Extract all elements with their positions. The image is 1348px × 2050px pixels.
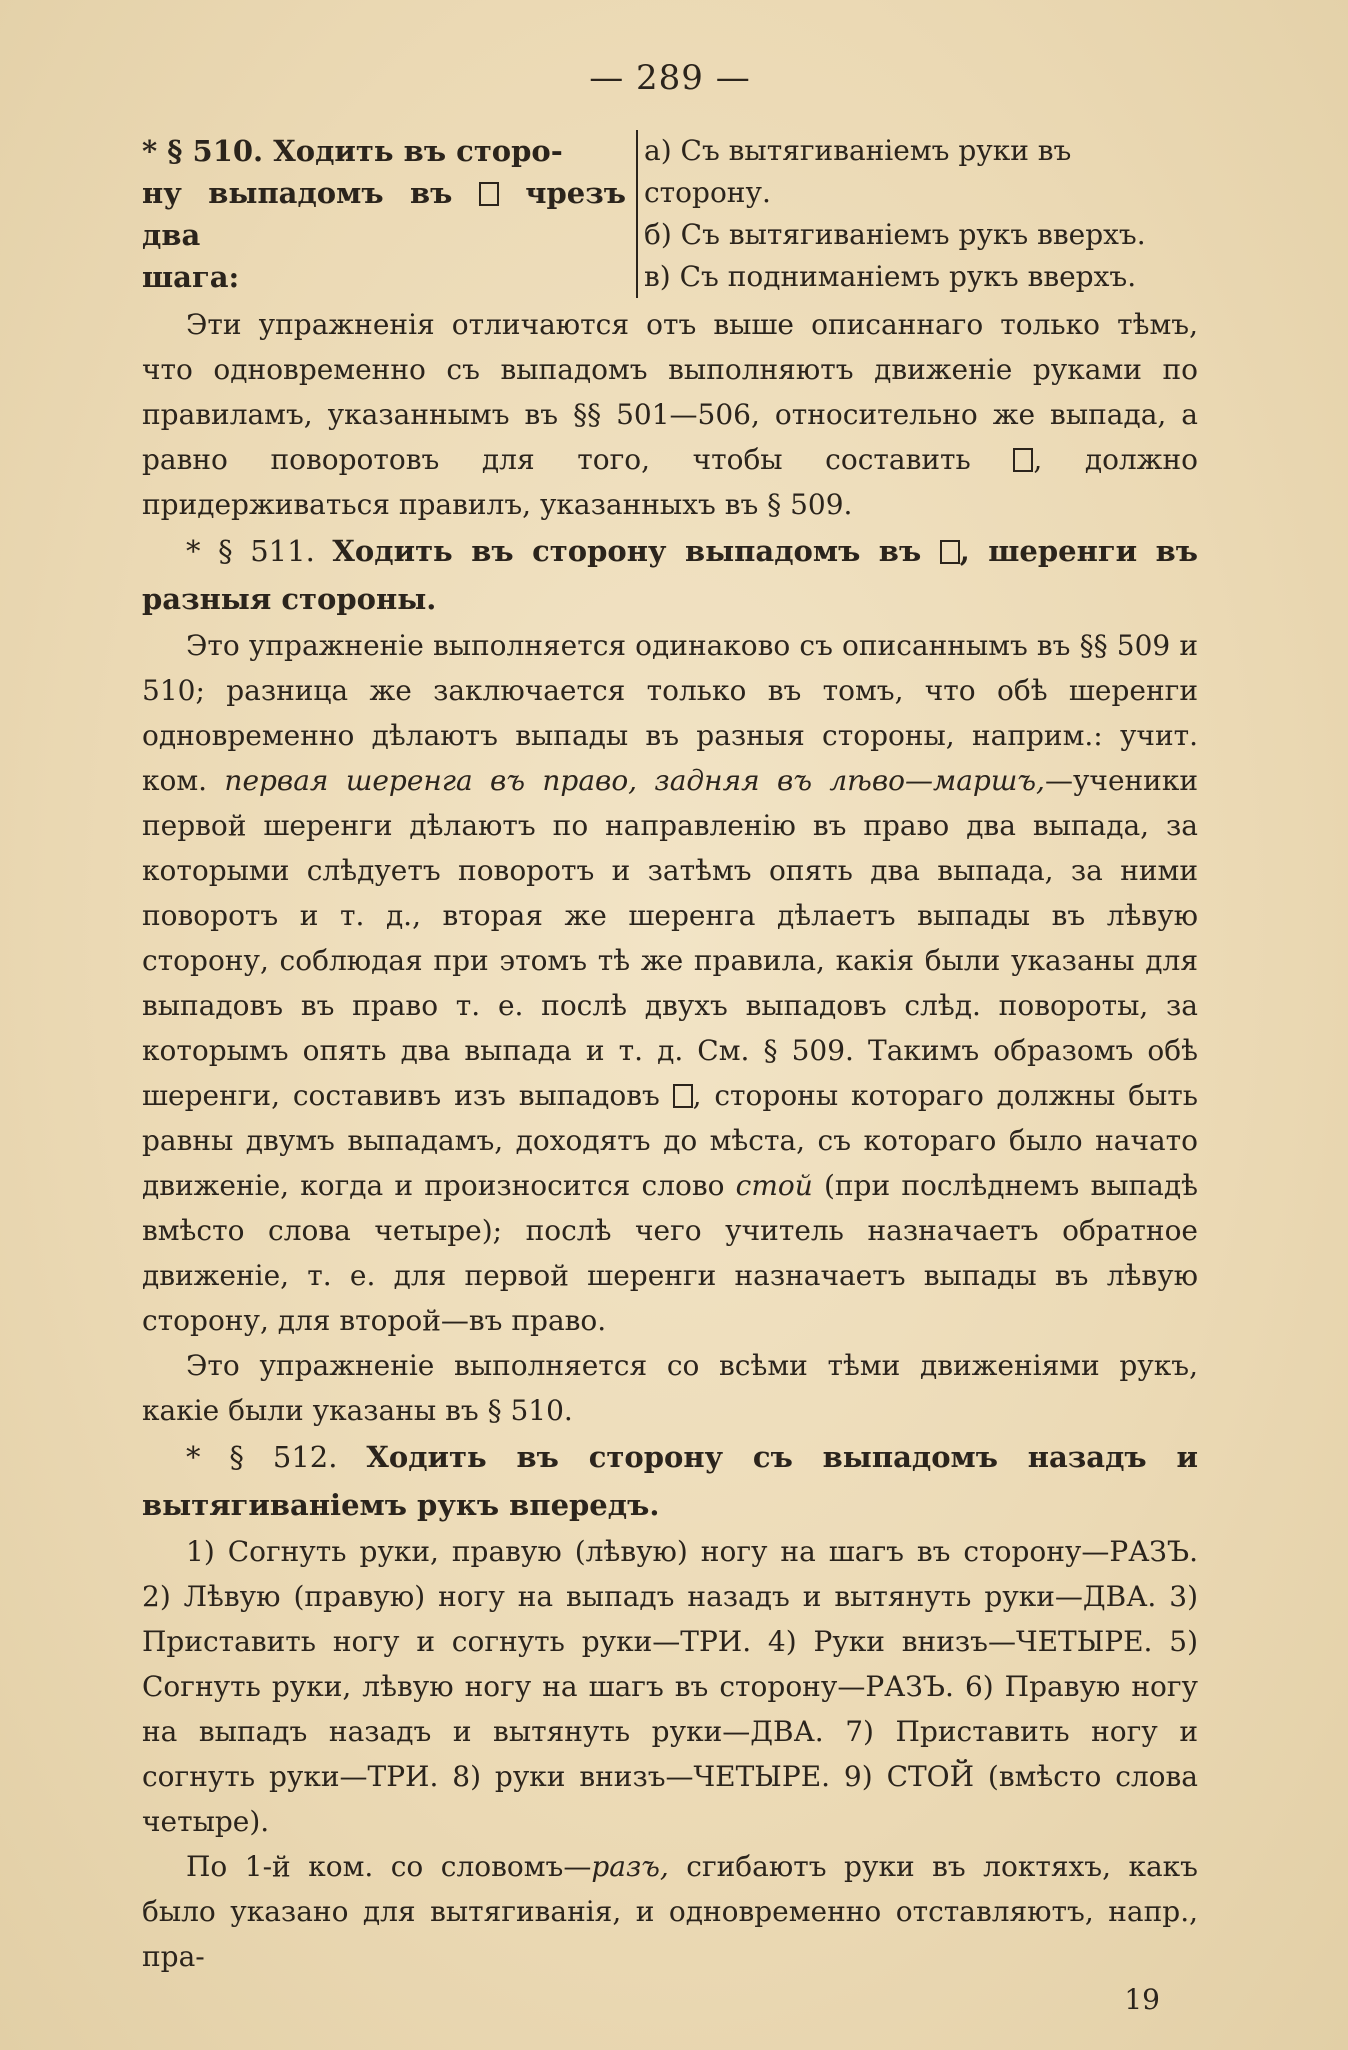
section-511-heading	[142, 527, 1198, 623]
square-symbol	[673, 1084, 693, 1108]
section-510	[142, 130, 1198, 298]
paragraph-text: Это упражненіе выполняется одинаково съ описаннымъ въ §§ 509 и 510; разница же заключается только въ томъ, что обѣ шеренги одновременно дѣлаютъ выпады въ разныя стороны, наприм.: учит. ком.	[142, 629, 1198, 797]
section-510-body: Эти упражненія отличаются отъ выше описаннаго только тѣмъ, что одновременно съ выпадомъ выполняютъ движеніе руками по правиламъ, указаннымъ въ §§ 501—506, относительно же выпада, а равно поворотовъ для того, чтобы составить , должно придерживаться правилъ, указанныхъ въ § 509.	[142, 308, 1198, 521]
heading-line: * § 510. Ходить въ сторо-	[142, 134, 563, 168]
paragraph-text: сгибаютъ руки въ локтяхъ, какъ было указано для вытягиванія, и одновременно отставляютъ, напр., пра-	[142, 1850, 1198, 1973]
paragraph-text: (при послѣднемъ выпадѣ вмѣсто слова четыре); послѣ чего учитель назначаетъ обратное движеніе, т. е. для первой шеренги назначаетъ выпады въ лѣвую сторону, для второй—въ право.	[142, 1169, 1198, 1337]
signature-mark: 19	[1124, 1983, 1160, 2016]
option-item: в) Съ подниманіемъ рукъ вверхъ.	[644, 260, 1137, 293]
section-510-options	[636, 130, 1198, 298]
square-symbol	[1013, 448, 1033, 472]
command-text: первая шеренга въ право, задняя въ лѣво—маршъ,	[224, 764, 1045, 797]
heading-line: шага:	[142, 260, 240, 294]
page-number: — 289 —	[589, 58, 751, 98]
stop-word: стой	[735, 1169, 813, 1202]
square-symbol	[940, 540, 960, 564]
section-512-heading	[142, 1433, 1198, 1529]
section-511-note: Это упражненіе выполняется со всѣми тѣми движеніями рукъ, какіе были указаны въ § 510.	[142, 1349, 1198, 1427]
section-title: Ходить въ сторону выпадомъ въ , шеренги въ разныя стороны.	[142, 534, 1198, 616]
section-512-body	[142, 1844, 1198, 1979]
paragraph-text: По 1-й ком. со словомъ—	[186, 1850, 592, 1883]
section-number: * § 512.	[186, 1440, 338, 1474]
section-512-steps: 1) Согнуть руки, правую (лѣвую) ногу на шагъ въ сторону—РАЗЪ. 2) Лѣвую (правую) ногу на выпадъ назадъ и вытянуть руки—ДВА. 3) Приставить ногу и согнуть руки—ТРИ. 4) Руки внизъ—ЧЕТЫРЕ. 5) Согнуть руки, лѣвую ногу на шагъ въ сторону—РАЗЪ. 6) Правую ногу на выпадъ назадъ и вытянуть руки—ДВА. 7) Приставить ногу и согнуть руки—ТРИ. 8) руки внизъ—ЧЕТЫРЕ. 9) СТОЙ (вмѣсто слова четыре).	[142, 1535, 1198, 1838]
option-item: б) Съ вытягиваніемъ рукъ вверхъ.	[644, 218, 1146, 251]
paragraph-text: —ученики первой шеренги дѣлаютъ по направленію въ право два выпада, за которыми слѣдуетъ поворотъ и затѣмъ опять два выпада, за ними поворотъ и т. д., вторая же шеренга дѣлаетъ выпады въ лѣвую сторону, соблюдая при этомъ тѣ же правила, какія были указаны для выпадовъ въ право т. е. послѣ двухъ выпадовъ слѣд. повороты, за которымъ опять два выпада и т. д. См. § 509. Такимъ образомъ обѣ шеренги, составивъ изъ выпадовъ , стороны котораго должны быть равны двумъ выпадамъ, доходятъ до мѣста, съ котораго было начато движеніе, когда и произносится слово	[142, 764, 1198, 1202]
section-511-body	[142, 623, 1198, 1343]
section-510-heading	[142, 130, 636, 298]
section-number: * § 511.	[186, 534, 315, 568]
option-item: а) Съ вытягиваніемъ руки въ сторону.	[644, 134, 1072, 209]
square-symbol	[479, 182, 499, 206]
section-title: Ходить въ сторону съ выпадомъ назадъ и вытягиваніемъ рукъ впередъ.	[142, 1440, 1198, 1522]
command-word: разъ,	[591, 1850, 669, 1883]
heading-line: ну выпадомъ въ чрезъ два	[142, 176, 626, 252]
